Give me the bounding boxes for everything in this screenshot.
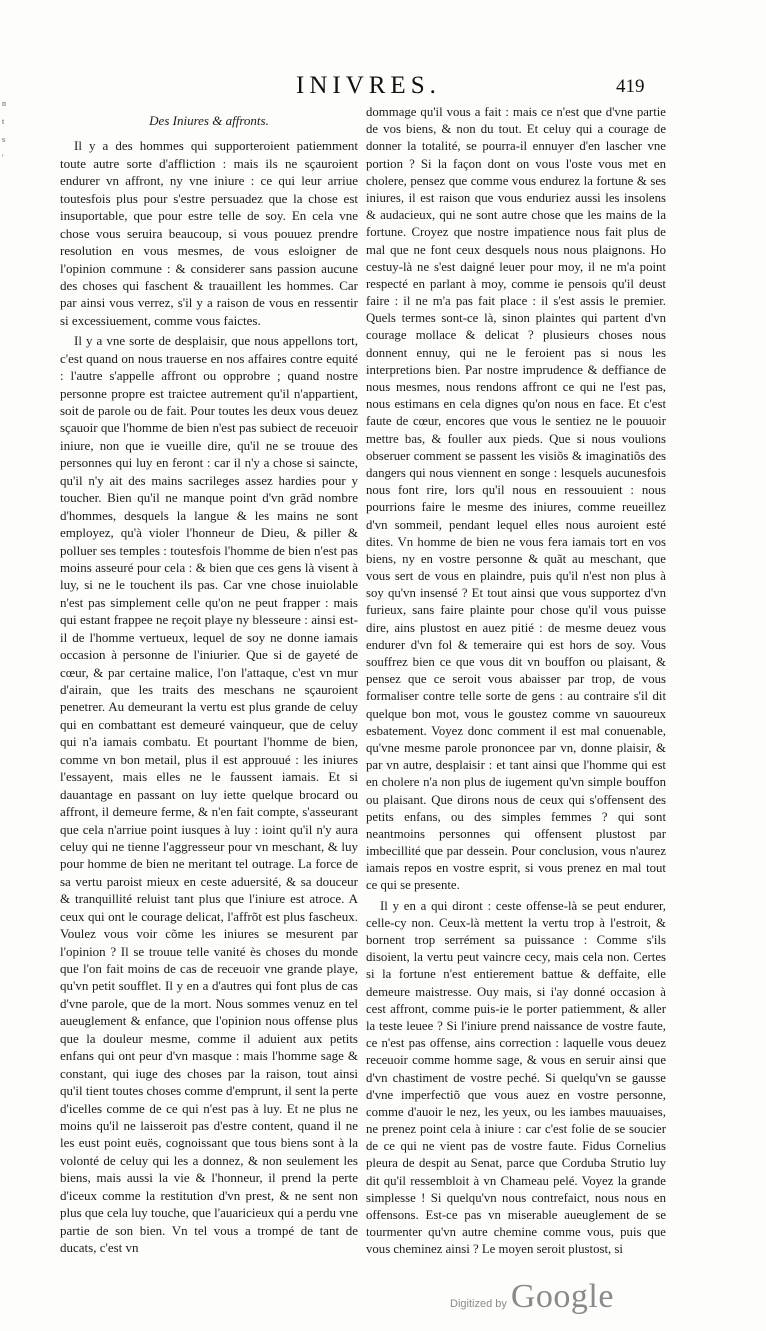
left-column [60, 108, 358, 1259]
paragraph: Il y a des hommes qui supporteroient patiemment toute autre sorte d'affliction : mais ils ne sçauroient endurer vn affront, ny vne iniure : ce qui leur arriue toutesfois plus pour s'estre persuadez que la chose est insuportable, que pour estre telle de soy. En cela vne chose vous seruira beaucoup, si vous pouuez prendre resolution en vous mesmes, de vous esloigner de l'opinion commune : & considerer sans passion aucune des choses qui faschent & trauaillent les hommes. Car par ainsi vous verrez, s'il y a raison de vous en ressentir si excessiuement, comme vous faictes. [60, 138, 358, 328]
paragraph: Il y a vne sorte de desplaisir, que nous appellons tort, c'est quand on nous trauerse en nos affaires contre equité : l'autre s'appelle affront ou opprobre ; quand nostre personne propre est traictee autrement qu'il n'appartient, soit de parole ou de fait. Pour toutes les deux vous deuez sçauoir que l'homme de bien n'est pas subiect de receuoir iniure, non que ie vueille dire, qu'il ne se trouue des personnes qui luy en feront : car il n'y a chose si saincte, qu'il n'y ait des mains sacrileges assez hardies pour y toucher. Bien qu'il ne manque point d'vn grãd nombre d'hommes, desquels la langue & les mains ne sont employez, qu'à violer l'honneur de Dieu, & piller & polluer ses temples : toutesfois l'homme de bien n'est pas moins asseuré pour cela : & bien que ces gens là visent à luy, si ne le touchent ils pas. Car vne chose inuiolable n'est pas simplement celle qu'on ne peut frapper : mais qui estant frappee ne reçoit playe ny blesseure : ainsi est-il de l'homme vertueux, lequel de soy ne donne iamais occasion à personne de l'iniurier. Que si de gayeté de cœur, & par certaine malice, l'on l'attaque, c'est vn mur d'airain, que les traits des meschans ne sçauroient penetrer. Au demeurant la vertu est plus grande de celuy qui en combattant est demeuré vainqueur, que de celuy qui n'a iamais combatu. Et pourtant l'homme de bien, comme vn bon metail, plus il est approuué : les iniures l'essayent, mais elles ne le faussent iamais. Et si dauantage en passant on luy iette quelque brocard ou affront, il demeure ferme, & n'en fait compte, s'asseurant que cela n'arriue point iusques à luy : ioint qu'il n'y aura celuy qui ne tienne l'aggresseur pour vn meschant, & luy pour homme de bien ne meritant tel outrage. La force de sa vertu paroist mieux en ceste aduersité, & sa douceur & tranquillité reluist tant plus que l'iniure est atroce. A ceux qui ont le courage delicat, l'affrõt est plus fascheux. Voulez vous voir cõme les iniures se mesurent par l'opinion ? Il se trouue telle vanité ès choses du monde que l'on fait moins de cas de receuoir vne grande playe, qu'vn petit soufflet. Il y en a d'autres qui font plus de cas d'vne parole, que de la mort. Nous sommes venuz en tel aueuglement & enfance, que l'opinion nous offense plus que la douleur mesme, comme il aduient aux petits enfans qui ont peur d'vn masque : mais l'homme sage & constant, qui iuge des choses par la raison, tout ainsi qu'il tient toutes choses comme d'emprunt, il sent la perte d'icelles comme de ce qui n'est pas à luy. Et ne plus ne moins qu'il ne laisseroit pas d'estre content, quand il ne les eust point euës, cognoissant que tous biens sont à la volonté de celuy qui les a donnez, & non seulement les biens, mais aussi la vie & l'honneur, il prend la perte d'iceux comme la restitution d'vn prest, & ne sent non plus que cela luy touche, que l'auaricieux qui a perdu vne partie de son bien. Vn tel vous a trompé de tant de ducats, c'est vn [60, 333, 358, 1255]
margin-marks [2, 95, 12, 175]
margin-mark: t [2, 117, 5, 126]
right-column [366, 104, 666, 1262]
paragraph: Il y en a qui diront : ceste offense-là se peut endurer, celle-cy non. Ceux-là mettent la vertu trop à l'estroit, & bornent trop serrément sa puissance : Comme s'ils disoient, la vertu peut vaincre cecy, mais cela non. Certes si la fortune n'est entierement battue & deffaite, elle demeure maistresse. Ouy mais, si i'ay donné occasion à cest affront, comme puis-ie le porter patiemment, & aller la teste leuee ? Si l'iniure prend naissance de vostre faute, ce n'est pas offense, ains correction : laquelle vous deuez receuoir comme homme sage, & vous en seruir ainsi que d'vn chastiment de vostre peché. Si quelqu'vn se gausse d'vne imperfectiõ que vous auez en vostre personne, comme d'auoir le nez, les yeux, ou les iambes mauuaises, ne prenez point cela à iniure : car c'est folie de se soucier de ce qui ne vient pas de vostre faute. Fidus Cornelius pleura de despit au Senat, parce que Corduba Strutio luy dit qu'il ressembloit à vn Chameau pelé. Voyez la grande simplesse ! Si quelqu'vn nous contrefaict, nous nous en offensons. Est-ce pas vn miserable aueuglement de se tourmenter qu'vn autre chemine comme vous, puis que vous cheminez ainsi ? Le moyen seroit plustost, si [366, 898, 666, 1257]
digitized-label: Digitized by [450, 1298, 507, 1310]
google-logo: Google [510, 1278, 614, 1315]
section-title: Des Iniures & affronts. [149, 113, 269, 128]
page-number: 419 [616, 76, 645, 97]
margin-mark: s [2, 135, 6, 144]
running-title: INIVRES. [296, 72, 441, 99]
digitized-watermark [450, 1278, 614, 1318]
margin-mark: ' [2, 153, 4, 162]
paragraph: dommage qu'il vous a fait : mais ce n'est que d'vne partie de vos biens, & non du tout. Et celuy qui a courage de donner la totalité, se pourra-il ennuyer d'en lascher vne portion ? Si la façon dont on vous l'oste vous met en cholere, pensez que comme vous endurez la fortune & ses iniures, il est raison que vous enduriez aussi les insolens & audacieux, qui ne sont autre chose que les mains de la fortune. Croyez que nostre impatience nous fait plus de mal que ne font ceux desquels nous nous plaignons. Ho cestuy-là ne s'est daigné leuer pour moy, il ne m'a point respecté en parlant à moy, comme ie pensois qu'il deust faire : il ne m'a pas fait place : il s'est assis le premier. Quels termes sont-ce là, sinon plaintes qui partent d'vn courage mollace & delicat ? plusieurs choses nous donnent ennuy, qui ne le feroient pas si nous les interpretions bien. Par nostre imprudence & deffiance de nous mesmes, nous rendons affront ce qui ne l'est pas, nous estimans en cela dignes qu'on nous en face. Et c'est faute de cœur, encores que vous le sentiez ne le pouuoir mettre bas, & fouller aux pieds. Que si nous voulions obseruer comment se passent les visiõs & imaginatiõs des dangers qui nous viennent en songe : lesquels aucunesfois nous font rire, lors qu'il nous en ressouuient : nous pourrions faire le mesme des iniures, comme reueillez d'vn sommeil, pendant lequel elles nous auroient esté dites. Vn homme de bien ne vous fera iamais tort en vos biens, ny en vostre personne & quãt au meschant, que vous sert de vous en plaindre, puis qu'il n'est non plus à soy qu'vn insensé ? Et tout ainsi que vous supportez d'vn furieux, sans faire plainte pour chose qu'il vous puisse dire, ains plustost en auez pitié : de mesme deuez vous endurer d'vn fol & temeraire qui est hors de soy. Vous souffrez bien ce que vous dit vn bouffon ou plaisant, & pensez que ce seroit vous abaisser par trop, de vous formaliser contre telle sorte de gens : au contraire s'il dit quelque bon mot, vous le goustez comme vn sauoureux esbatement. Voyez donc comment il est mal conuenable, qu'vne mesme parole prononcee par vn, donne plaisir, & par vn autre, desplaisir : et tant ainsi que l'homme qui est en cholere n'a non plus de iugement qu'vn simple bouffon ou plaisant. Que dirons nous de ceux qui s'offensent des petits enfans, ou des simples femmes ? qui sont neantmoins personnes qui offensent plustost par imbecillité que par dessein. Pour conclusion, vous n'aurez iamais repos en vostre esprit, si vous prenez en mal tout ce qui se presente. [366, 105, 666, 893]
margin-mark: n [2, 99, 6, 108]
